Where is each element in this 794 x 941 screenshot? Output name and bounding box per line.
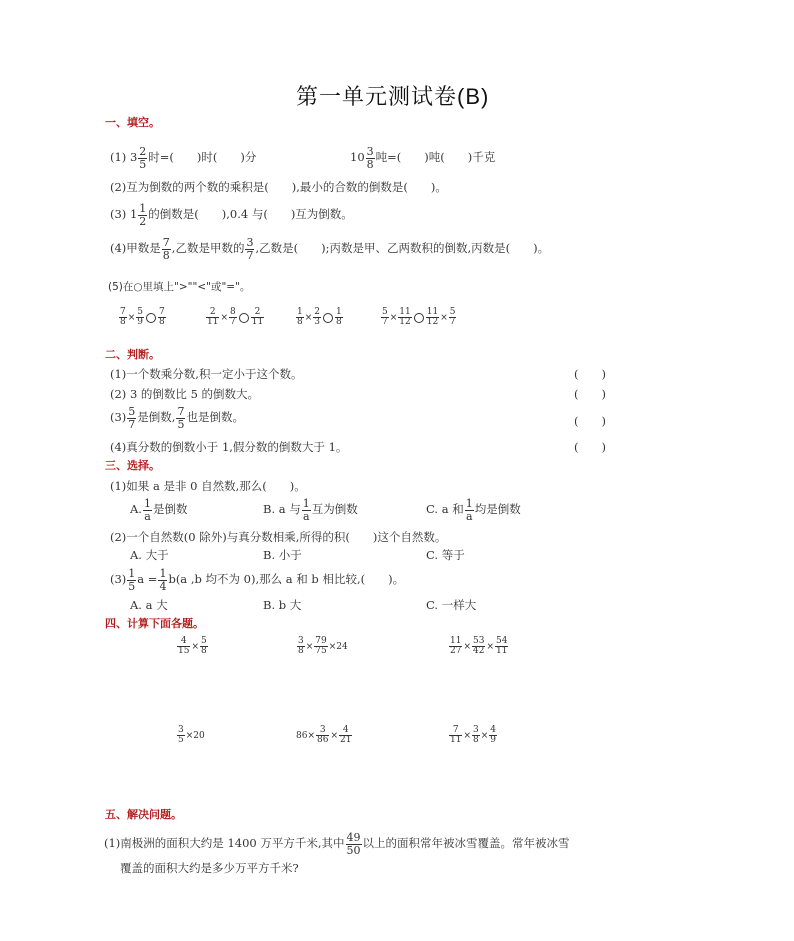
page-title: 第一单元测试卷(B) — [296, 84, 490, 109]
compare-circle[interactable] — [239, 313, 249, 323]
s1-q5-item-2: $\frac{2}{11}$ × $\frac{8}{7}$ $\frac{2}{11}$ — [207, 307, 264, 328]
compare-circle[interactable] — [414, 313, 424, 323]
s2-item-2: (2) 3 的倒数比 5 的倒数大。 — [110, 387, 260, 401]
s1-q3: (3) 1 $\frac{1}{2}$ 的倒数是( ),0.4 与( )互为倒数。 — [110, 202, 353, 228]
section-1-heading: 一、填空。 — [105, 116, 160, 129]
s1-q5-item-3: $\frac{1}{8}$ × $\frac{2}{3}$ $\frac{1}{8}$ — [297, 307, 342, 328]
s3-q1-option-a[interactable]: A. $\frac{1}{a}$ 是倒数 — [130, 497, 188, 523]
fraction: $\frac{1}{2}$ — [139, 202, 147, 228]
s3-q1-option-b[interactable]: B. a 与 $\frac{1}{a}$ 互为倒数 — [263, 497, 358, 523]
s1-q1-part-b: 10 $\frac{3}{8}$ 吨=( )吨( )千克 — [350, 145, 496, 171]
compare-circle[interactable] — [146, 313, 156, 323]
s1-q4: (4)甲数是 $\frac{7}{8}$ ,乙数是甲数的 $\frac{3}{7}$ ,乙数是( );丙数是甲、乙两数积的倒数,丙数是( )。 — [110, 236, 550, 262]
s3-q3-option-a[interactable]: A. a 大 — [130, 598, 168, 612]
s2-item-4-answer[interactable]: ( ) — [574, 440, 606, 454]
s4-calc-5: 86× $\frac{3}{86}$ × $\frac{4}{21}$ — [296, 725, 352, 746]
s5-q1-line2: 覆盖的面积大约是多少万平方千米? — [120, 861, 299, 875]
s3-q2-option-b[interactable]: B. 小于 — [263, 548, 302, 562]
s5-q1-line1: (1)南极洲的面积大约是 1400 万平方千米,其中 $\frac{49}{50}$ 以上的面积常年被冰雪覆盖。常年被冰雪 — [104, 831, 570, 857]
s3-q3-option-b[interactable]: B. b 大 — [263, 598, 302, 612]
s3-q3-stem: (3) $\frac{1}{5}$ a = $\frac{1}{4}$ b(a ,b 均不为 0),那么 a 和 b 相比较,( )。 — [110, 567, 405, 593]
s3-q2-option-a[interactable]: A. 大于 — [130, 548, 169, 562]
s2-item-3-answer[interactable]: ( ) — [574, 414, 606, 428]
s1-q5-item-4: $\frac{5}{7}$ × $\frac{11}{12}$ $\frac{11}{12}$ × $\frac{5}{7}$ — [382, 307, 456, 328]
fraction: $\frac{3}{7}$ — [246, 236, 254, 262]
s2-item-2-answer[interactable]: ( ) — [574, 387, 606, 401]
s4-calc-3: $\frac{11}{27}$ × $\frac{53}{42}$ × $\frac{54}{11}$ — [450, 636, 508, 657]
s4-calc-2: $\frac{3}{8}$ × $\frac{79}{75}$ ×24 — [298, 636, 348, 657]
s1-q5-text: (5)在○里填上">""<"或"="。 — [108, 281, 251, 293]
s1-q2: (2)互为倒数的两个数的乘积是( ),最小的合数的倒数是( )。 — [110, 180, 447, 194]
s2-item-1: (1)一个数乘分数,积一定小于这个数。 — [110, 367, 303, 381]
fraction: $\frac{2}{5}$ — [139, 145, 147, 171]
s1-q5-item-1: $\frac{7}{8}$ × $\frac{5}{9}$ $\frac{7}{8}$ — [120, 307, 165, 328]
s3-q1-stem: (1)如果 a 是非 0 自然数,那么( )。 — [110, 479, 306, 493]
s1-q1-part-a: (1) 3 $\frac{2}{5}$ 时=( )时( )分 — [110, 145, 257, 171]
fraction: $\frac{3}{8}$ — [366, 145, 374, 171]
section-2-heading: 二、判断。 — [105, 348, 160, 361]
section-5-heading: 五、解决问题。 — [105, 808, 182, 821]
compare-circle[interactable] — [323, 313, 333, 323]
section-4-heading: 四、计算下面各题。 — [105, 617, 204, 630]
s3-q1-option-c[interactable]: C. a 和 $\frac{1}{a}$ 均是倒数 — [426, 497, 521, 523]
s4-calc-6: $\frac{7}{11}$ × $\frac{3}{8}$ × $\frac{4}{9}$ — [450, 725, 497, 746]
s3-q3-option-c[interactable]: C. 一样大 — [426, 598, 477, 612]
s2-item-4: (4)真分数的倒数小于 1,假分数的倒数大于 1。 — [110, 440, 348, 454]
s3-q2-stem: (2)一个自然数(0 除外)与真分数相乘,所得的积( )这个自然数。 — [110, 530, 447, 544]
s2-item-3: (3) $\frac{5}{7}$ 是倒数, $\frac{7}{5}$ 也是倒数。 — [110, 405, 244, 431]
s3-q2-option-c[interactable]: C. 等于 — [426, 548, 465, 562]
s4-calc-1: $\frac{4}{15}$ × $\frac{5}{8}$ — [178, 636, 207, 657]
fraction: $\frac{7}{8}$ — [162, 236, 170, 262]
s2-item-1-answer[interactable]: ( ) — [574, 367, 606, 381]
section-3-heading: 三、选择。 — [105, 459, 160, 472]
s4-calc-4: $\frac{3}{5}$ ×20 — [178, 725, 205, 746]
